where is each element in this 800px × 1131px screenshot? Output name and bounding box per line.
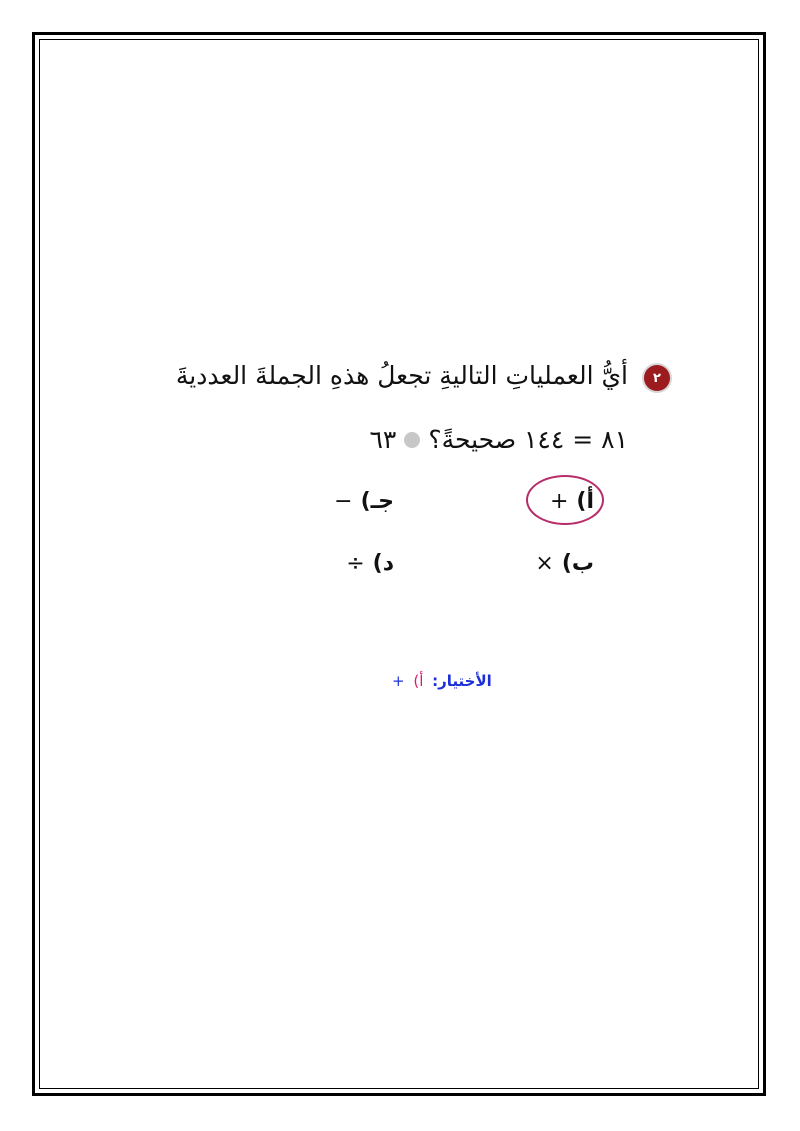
choice-a-operator: + [549,489,569,514]
choice-a-label: أ) [576,489,594,514]
choice-a[interactable] [550,489,594,514]
question-equation [369,427,628,452]
choice-c[interactable] [334,489,394,514]
blank-operator-dot [404,432,420,448]
equation-left-number: ٦٣ [369,425,397,454]
choice-b[interactable] [535,551,594,576]
answer-operator: + [392,672,405,690]
question-number-badge: ٢ [644,365,670,391]
equation-right-side: ٨١ = ١٤٤ صحيحةً؟ [428,425,628,454]
choice-c-operator: − [334,489,353,514]
answer-letter: أ) [413,672,424,690]
choice-b-operator: × [535,551,554,576]
question-block [140,355,670,615]
question-text-line-1: أيُّ العملياتِ التاليةِ تجعلُ هذهِ الجملةَ العدديةَ [175,361,628,390]
choice-d-label: د) [372,551,394,576]
choice-c-label: جـ) [360,489,394,514]
answer-label: الأختيار: [432,672,492,690]
choice-b-label: ب) [561,551,594,576]
choice-d-operator: ÷ [346,551,365,576]
answer-line [392,672,492,690]
choice-d[interactable] [346,551,394,576]
